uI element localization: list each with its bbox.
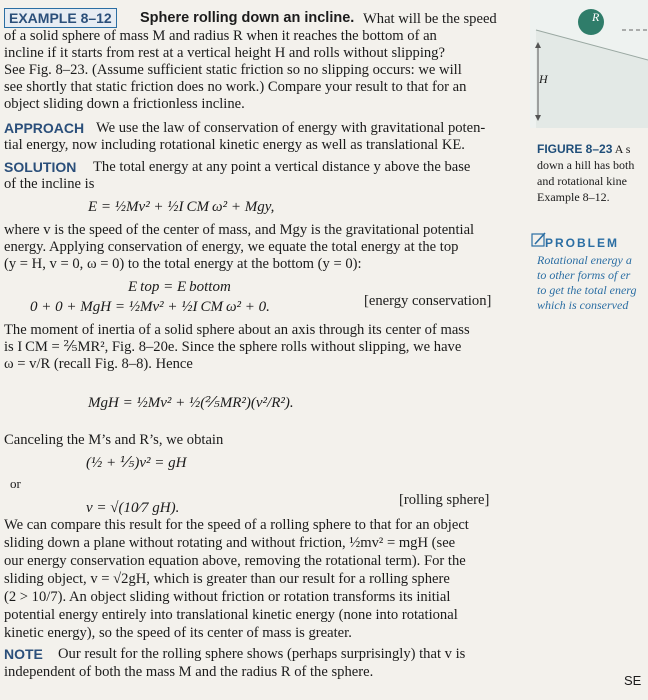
figure-caption-line: Example 8–12. [537, 190, 610, 204]
approach-heading: APPROACH [4, 120, 85, 136]
compare-text: (2 > 10/7). An object sliding without friction or rotation transforms its initial [4, 589, 451, 605]
compare-text: our energy conservation equation above, removing the rotational term). For the [4, 553, 466, 569]
example-label: EXAMPLE 8–12 [4, 8, 117, 28]
compare-text: potential energy entirely into translational kinetic energy (none into rotational [4, 607, 458, 623]
cancel-text: Canceling the M’s and R’s, we obtain [4, 432, 224, 448]
solution-text: ω = v/R (recall Fig. 8–8). Hence [4, 356, 193, 372]
note-line: Our result for the rolling sphere shows (perhaps surprisingly) that v is [58, 646, 466, 662]
rolling-sphere-tag: [rolling sphere] [399, 492, 490, 508]
figure-caption-line: down a hill has both [537, 158, 635, 172]
example-title: Sphere rolling down an incline. [140, 10, 355, 26]
problem-line: to get the total energ [537, 283, 637, 297]
equation-simplified: (½ + ⅕)v² = gH [86, 455, 187, 471]
solution-heading: SOLUTION [4, 159, 77, 175]
equation-energy-conservation: 0 + 0 + MgH = ½Mv² + ½I CM ω² + 0. [30, 299, 270, 315]
approach-line: We use the law of conservation of energy with gravitational poten- [96, 120, 486, 136]
figure-caption-line: A s [614, 142, 631, 156]
solution-line: of the incline is [4, 176, 95, 192]
footer-se: SE [624, 673, 642, 688]
note-line: independent of both the mass M and the radius R of the sphere. [4, 664, 374, 680]
or-text: or [10, 476, 21, 491]
example-line: incline if it starts from rest at a vertical height H and rolls without slipping? [4, 45, 445, 61]
problem-line: to other forms of er [537, 268, 631, 282]
solution-line: The total energy at any point a vertical distance y above the base [93, 159, 471, 175]
approach-line: tial energy, now including rotational kinetic energy as well as translational KE. [4, 137, 465, 153]
energy-conservation-tag: [energy conservation] [364, 293, 492, 309]
height-label: H [539, 72, 548, 86]
compare-text: We can compare this result for the speed of a rolling sphere to that for an object [4, 517, 469, 533]
example-line: see shortly that static friction does no work.) Compare your result to that for an [4, 79, 467, 95]
note-heading: NOTE [4, 646, 43, 662]
example-line: object sliding down a frictionless incline. [4, 96, 245, 112]
example-line: See Fig. 8–23. (Assume sufficient static friction so no slipping occurs: we will [4, 62, 462, 78]
compare-text: sliding object, v = √2gH, which is greater than our result for a rolling sphere [4, 571, 450, 587]
problem-line: which is conserved [537, 298, 629, 312]
radius-label: R [592, 10, 600, 24]
equation-substituted: MgH = ½Mv² + ½(⅖MR²)(v²/R²). [88, 395, 294, 411]
equation-total-energy: E = ½Mv² + ½I CM ω² + Mgy, [88, 199, 275, 215]
solution-text: energy. Applying conservation of energy, we equate the total energy at the top [4, 239, 459, 255]
figure-caption [537, 141, 634, 205]
figure-8-23 [530, 0, 648, 128]
figure-caption-line: and rotational kine [537, 174, 627, 188]
sphere-icon [578, 9, 604, 35]
problem-line: Rotational energy a [537, 253, 632, 267]
equation-rolling-speed: v = √(10⁄7 gH). [86, 500, 180, 516]
compare-text: kinetic energy), so the speed of its center of mass is greater. [4, 625, 352, 641]
problem-solving-heading: PROBLEM [545, 236, 619, 250]
equation-energy-top-bottom: E top = E bottom [128, 279, 231, 295]
problem-solving-text [537, 253, 637, 313]
example-line: of a solid sphere of mass M and radius R when it reaches the bottom of an [4, 28, 437, 44]
incline-diagram [530, 0, 648, 128]
compare-text: sliding down a plane without rotating and without friction, ½mv² = mgH (see [4, 535, 456, 551]
solution-text: The moment of inertia of a solid sphere about an axis through its center of mass [4, 322, 470, 338]
solution-text: (y = H, v = 0, ω = 0) to the total energy at the bottom (y = 0): [4, 256, 362, 272]
figure-caption-head: FIGURE 8–23 [537, 142, 613, 156]
example-line: What will be the speed [363, 11, 497, 27]
solution-text: where v is the speed of the center of mass, and Mgy is the gravitational potential [4, 222, 475, 238]
solution-text: is I CM = ⅖MR², Fig. 8–20e. Since the sphere rolls without slipping, we have [4, 339, 462, 355]
